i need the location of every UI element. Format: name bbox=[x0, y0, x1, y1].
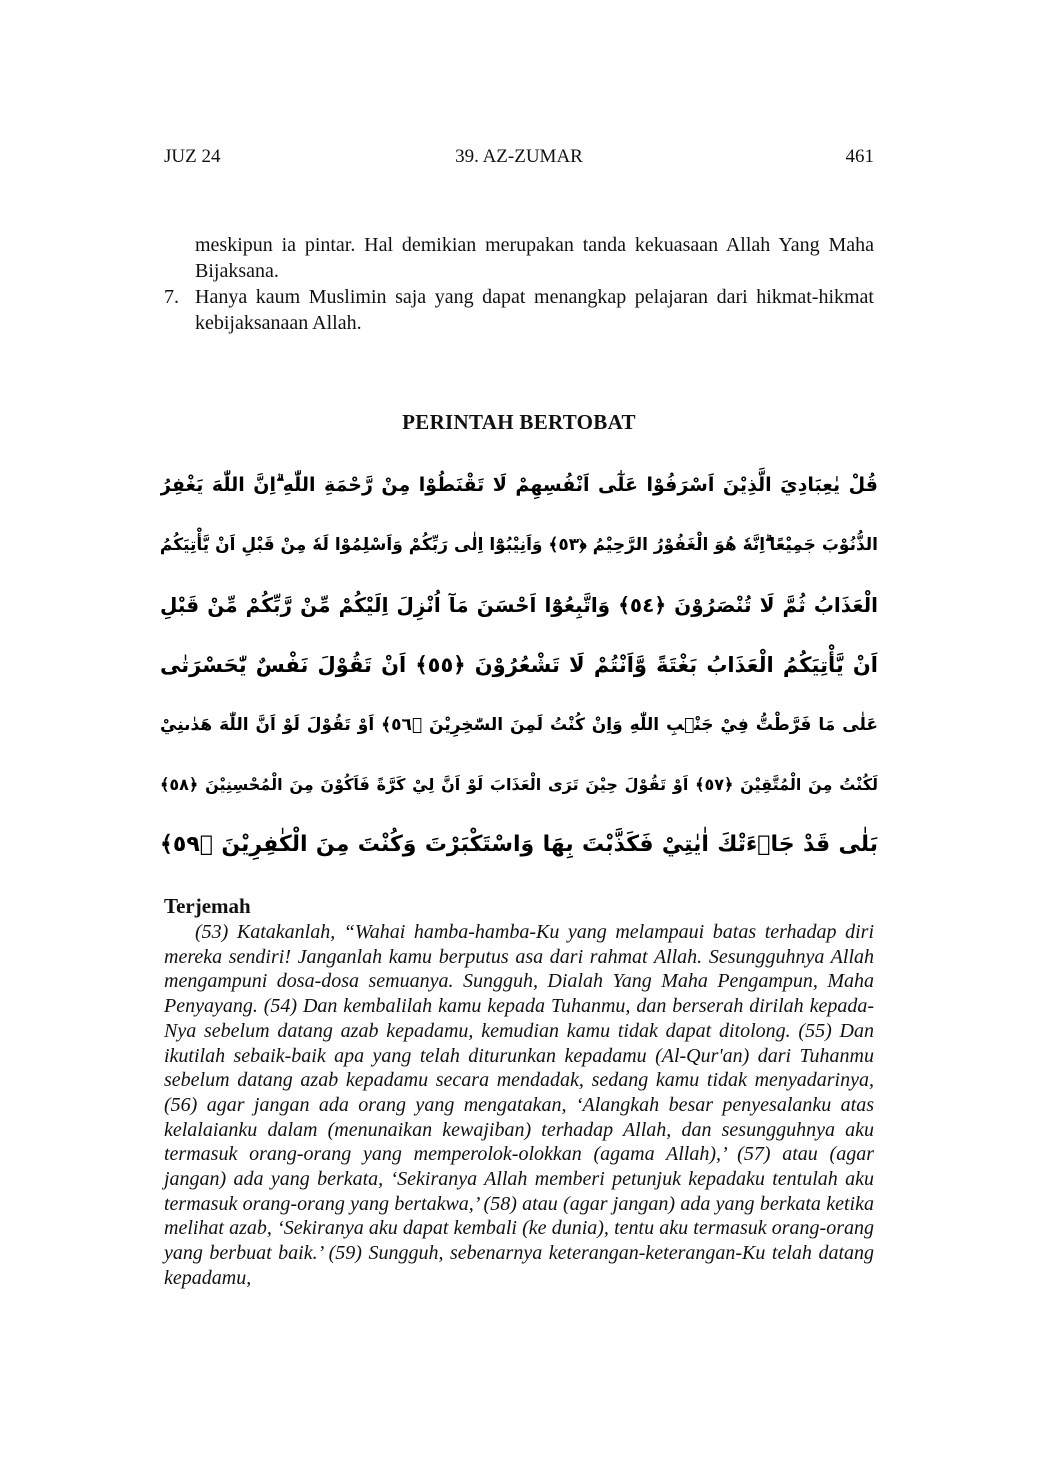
translation-text: (53) Katakanlah, “Wahai hamba-hamba-Ku yang melampaui batas terhadap diri mereka sendiri! Janganlah kamu berputus asa dari rahmat Allah. Sesungguhnya Allah mengampuni dosa-dosa semuanya. Sungguh, Dialah Yang Maha Pengampun, Maha Penyayang. (54) Dan kembalilah kamu kepada Tuhanmu, dan berserah dirilah kepada-Nya sebelum datang azab kepadamu, kemudian kamu tidak dapat ditolong. (55) Dan ikutilah sebaik-baik apa yang telah diturunkan kepadamu (Al-Qur'an) dari Tuhanmu sebelum datang azab kepadamu secara mendadak, sedang kamu tidak menyadarinya, (56) agar jangan ada orang yang mengatakan, ‘Alangkah besar penyesalanku atas kelalaianku dalam (menunaikan kewajiban) terhadap Allah, dan sesungguhnya aku termasuk orang-orang yang memperolok-olokkan (agama Allah),’ (57) atau (agar jangan) ada yang berkata, ‘Sekiranya Allah memberi petunjuk kepadaku tentulah aku termasuk orang-orang yang bertakwa,’ (58) atau (agar jangan) ada yang berkata ketika melihat azab, ‘Sekiranya aku dapat kembali (ke dunia), tentu aku termasuk orang-orang yang berbuat baik.’ (59) Sungguh, sebenarnya keterangan-keterangan-Ku telah datang kepadamu, bbox=[164, 921, 874, 1289]
section-title: PERINTAH BERTOBAT bbox=[402, 410, 636, 434]
arabic-line: الذُّنُوْبَ جَمِيْعًا ۗاِنَّهٗ هُوَ الْغَفُوْرُ الرَّحِيْمُ ﴿٥٣﴾ وَاَنِيْبُوْٓا اِلٰى رَبِّكُمْ وَاَسْلِمُوْا لَهٗ مِنْ قَبْلِ اَنْ يَّأْتِيَكُمُ bbox=[160, 535, 878, 555]
page-number: 461 bbox=[845, 146, 874, 167]
numbered-list bbox=[164, 232, 874, 336]
list-item-number: 7. bbox=[164, 286, 179, 308]
surah-title: 39. AZ-ZUMAR bbox=[455, 146, 583, 167]
arabic-line: قُلْ يٰعِبَادِيَ الَّذِيْنَ اَسْرَفُوْا عَلٰٓى اَنْفُسِهِمْ لَا تَقْنَطُوْا مِنْ رَّحْمَةِ اللّٰهِ ۗاِنَّ اللّٰهَ يَغْفِرُ bbox=[160, 474, 878, 496]
arabic-line: عَلٰى مَا فَرَّطْتُّ فِيْ جَنْۢبِ اللّٰهِ وَاِنْ كُنْتُ لَمِنَ السّٰخِرِيْنَ ﴿٥٦﴾ اَوْ تَقُوْلَ لَوْ اَنَّ اللّٰهَ هَدٰىنِيْ bbox=[160, 715, 878, 735]
list-item-text: meskipun ia pintar. Hal demikian merupakan tanda kekuasaan Allah Yang Maha Bijaksana. bbox=[195, 234, 874, 282]
arabic-line: لَكُنْتُ مِنَ الْمُتَّقِيْنَ ﴿٥٧﴾ اَوْ تَقُوْلَ حِيْنَ تَرَى الْعَذَابَ لَوْ اَنَّ لِيْ كَرَّةً فَاَكُوْنَ مِنَ الْمُحْسِنِيْنَ ﴿٥٨﴾ bbox=[160, 775, 878, 794]
list-item bbox=[164, 232, 874, 284]
list-item bbox=[164, 284, 874, 336]
arabic-verses bbox=[160, 456, 878, 876]
arabic-line: اَنْ يَّأْتِيَكُمُ الْعَذَابُ بَغْتَةً وَّاَنْتُمْ لَا تَشْعُرُوْنَ ﴿٥٥﴾ اَنْ تَقُوْلَ نَفْسٌ يّٰحَسْرَتٰى bbox=[160, 653, 878, 677]
arabic-line: بَلٰى قَدْ جَاۤءَتْكَ اٰيٰتِيْ فَكَذَّبْتَ بِهَا وَاسْتَكْبَرْتَ وَكُنْتَ مِنَ الْكٰفِرِيْنَ ﴿٥٩﴾ bbox=[160, 832, 878, 857]
arabic-line: الْعَذَابُ ثُمَّ لَا تُنْصَرُوْنَ ﴿٥٤﴾ وَاتَّبِعُوْٓا اَحْسَنَ مَآ اُنْزِلَ اِلَيْكُمْ مِّنْ رَّبِّكُمْ مِّنْ قَبْلِ bbox=[160, 593, 878, 617]
translation-heading: Terjemah bbox=[164, 894, 251, 918]
juz-label: JUZ 24 bbox=[164, 146, 221, 167]
page-header bbox=[164, 146, 874, 174]
list-item-text: Hanya kaum Muslimin saja yang dapat menangkap pelajaran dari hikmat-hikmat kebijaksanaan Allah. bbox=[195, 286, 874, 334]
